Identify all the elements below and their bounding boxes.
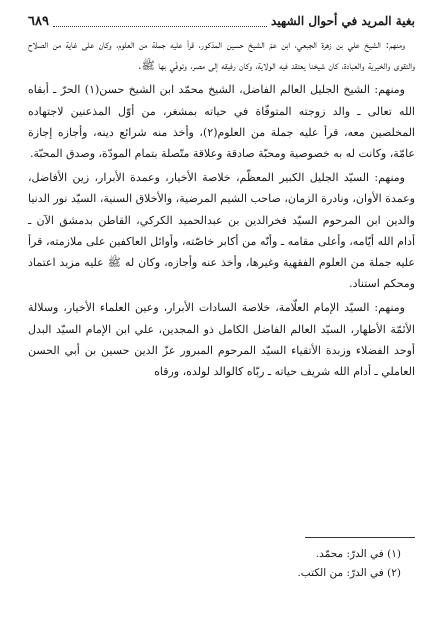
paragraph-ali-ibn-al-imam: ومنهم: السيّد الإمام العلّامة، خلاصة السادات الأبرار، وعين العلماء الأخيار، وسلالة الأئمّة الأطهار، السيّد العالم الفاضل الكامل ذو المجدين، علي ابن الإمام السيّد البدل أوحد الفضلاء وزبدة الأتقياء السيّد المرحوم المبرور عزّ الدين حسين بن أبي الحسن العاملي ـ أدام الله شريف حياته ـ ربّاه كالوالد لولده، ورقاه (28, 301, 415, 379)
paragraph-nur-al-din: ومنهم: السيّد الجليل الكبير المعظّم، خلاصة الأخيار، وعمدة الأبرار، زين الأفاضل، وعمدة الأوان، ونادرة الزمان، صاحب الشيم المرضية، والأخلاق السنية، السيّد نور الدنيا والدين ابن المرحوم السيّد فخرالدين بن عبدالحميد الكركي، القاطن بدمشق الآن ـ أدام الله أيّامه، وأعلى مقامه ـ وأنّه من أكابر خاصّته، وأوائل العاكفين على ملازمته، قرأ عليه جملة من العلوم الفقهية وغيرها، وأخذ عنه وأجازه، وكان له ﷺ عليه مزيد اعتماد ومحكم استناد. (28, 171, 415, 291)
running-header (28, 12, 415, 30)
running-title: بغية المريد في أحوال الشهيد (271, 14, 415, 28)
main-text (28, 34, 415, 385)
footnote-2: (٢) في الدرّ: من الكتب. (297, 567, 401, 579)
footnote-1: (١) في الدرّ: محمّد. (315, 548, 401, 560)
paragraph-ali-ibn-zuhra: ومنهم: الشيخ علي بن زهرة الجبعي، ابن عمّ الشيخ حسين المذكور، قرأ عليه جملة من العلوم، وكان على غاية من الصلاح والتقوى والخيرية والعبادة، كان شيخنا يعتقد فيه الولاية، وكان رفيقه إلى مصر، وتوفّي بها ﷺ. (28, 38, 415, 73)
paragraph-muhammad-al-hurr: ومنهم: الشيخ الجليل العالم الفاضل، الشيخ محمّد ابن الشيخ حسن(١) الحرّ ـ أبقاه الله تعالى ـ والد زوجته المتوفّاة في حياته بمشغر، من أوّل المذعنين لاجتهاده المخلصين معه، قرأ عليه جملة من العلوم(٢)، وأخذ منه شرائع دينه، وأجازه إجازة عامّة، وكانت له به خصوصية ومحبّة صادقة وعلاقة متّصلة بتمام المودّة، وصدق المحبّة. (28, 83, 415, 161)
header-dotted-leader (53, 16, 267, 27)
footnotes (28, 545, 415, 583)
page-number: ٦٨٩ (28, 13, 49, 29)
footnote-separator (305, 537, 415, 538)
